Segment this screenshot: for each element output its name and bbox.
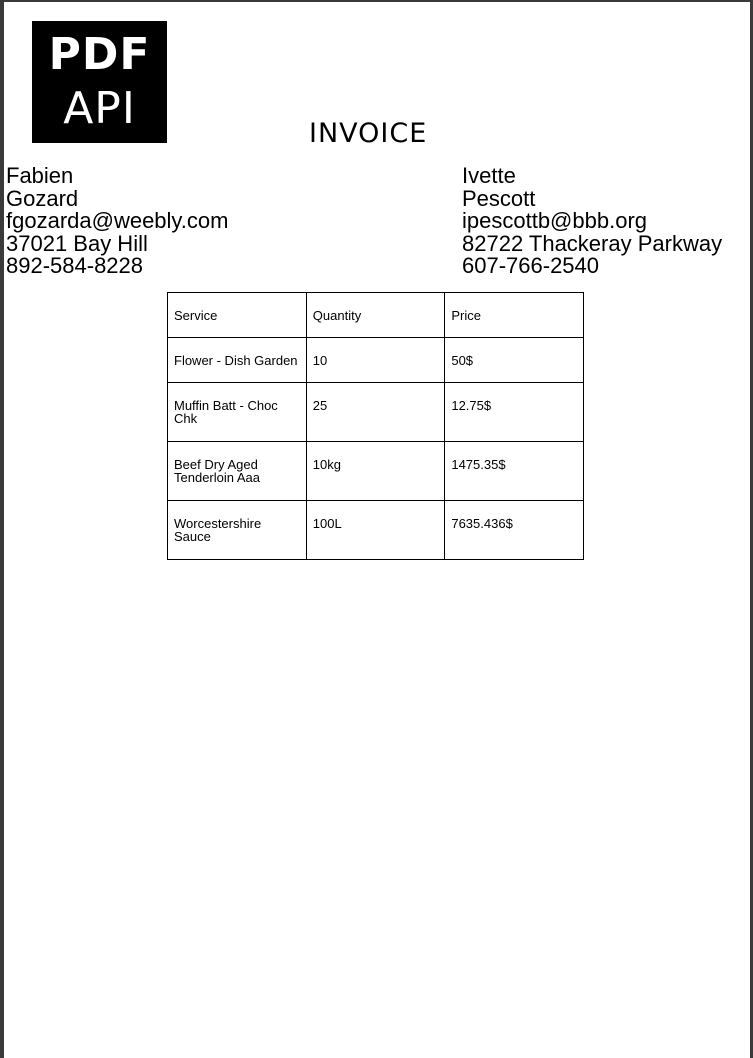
header-quantity: Quantity xyxy=(306,293,445,338)
recipient-first-name: Ivette xyxy=(462,163,516,188)
logo-line-1: PDF xyxy=(48,29,151,80)
invoice-title: INVOICE xyxy=(309,118,428,149)
table-header-row xyxy=(168,293,584,338)
recipient-block xyxy=(462,165,722,278)
recipient-email: ipescottb@bbb.org xyxy=(462,208,648,234)
sender-email: fgozarda@weebly.com xyxy=(6,208,229,234)
sender-address: 37021 Bay Hill xyxy=(6,230,148,256)
recipient-address: 82722 Thackeray Parkway xyxy=(462,230,723,256)
cell-price: 7635.436$ xyxy=(445,501,584,560)
recipient-last-name: Pescott xyxy=(462,185,536,211)
invoice-page xyxy=(4,2,750,1058)
cell-quantity: 25 xyxy=(306,383,445,442)
cell-price: 12.75$ xyxy=(445,383,584,442)
cell-quantity: 10kg xyxy=(306,442,445,501)
cell-price: 1475.35$ xyxy=(445,442,584,501)
sender-first-name: Fabien xyxy=(6,163,74,188)
sender-block xyxy=(6,165,228,278)
pdf-api-logo xyxy=(32,21,167,143)
logo-line-2: API xyxy=(63,83,136,134)
invoice-items-table xyxy=(167,292,584,560)
table-row xyxy=(168,383,584,442)
cell-service: Beef Dry Aged Tenderloin Aaa xyxy=(168,442,307,501)
recipient-phone: 607-766-2540 xyxy=(462,253,600,279)
cell-price: 50$ xyxy=(445,338,584,383)
cell-service: Flower - Dish Garden xyxy=(168,338,307,383)
sender-phone: 892-584-8228 xyxy=(6,253,144,279)
header-price: Price xyxy=(445,293,584,338)
table-row xyxy=(168,501,584,560)
cell-service: Worcestershire Sauce xyxy=(168,501,307,560)
cell-quantity: 100L xyxy=(306,501,445,560)
sender-last-name: Gozard xyxy=(6,185,79,211)
table-row xyxy=(168,442,584,501)
header-service: Service xyxy=(168,293,307,338)
cell-quantity: 10 xyxy=(306,338,445,383)
table-row xyxy=(168,338,584,383)
cell-service: Muffin Batt - Choc Chk xyxy=(168,383,307,442)
